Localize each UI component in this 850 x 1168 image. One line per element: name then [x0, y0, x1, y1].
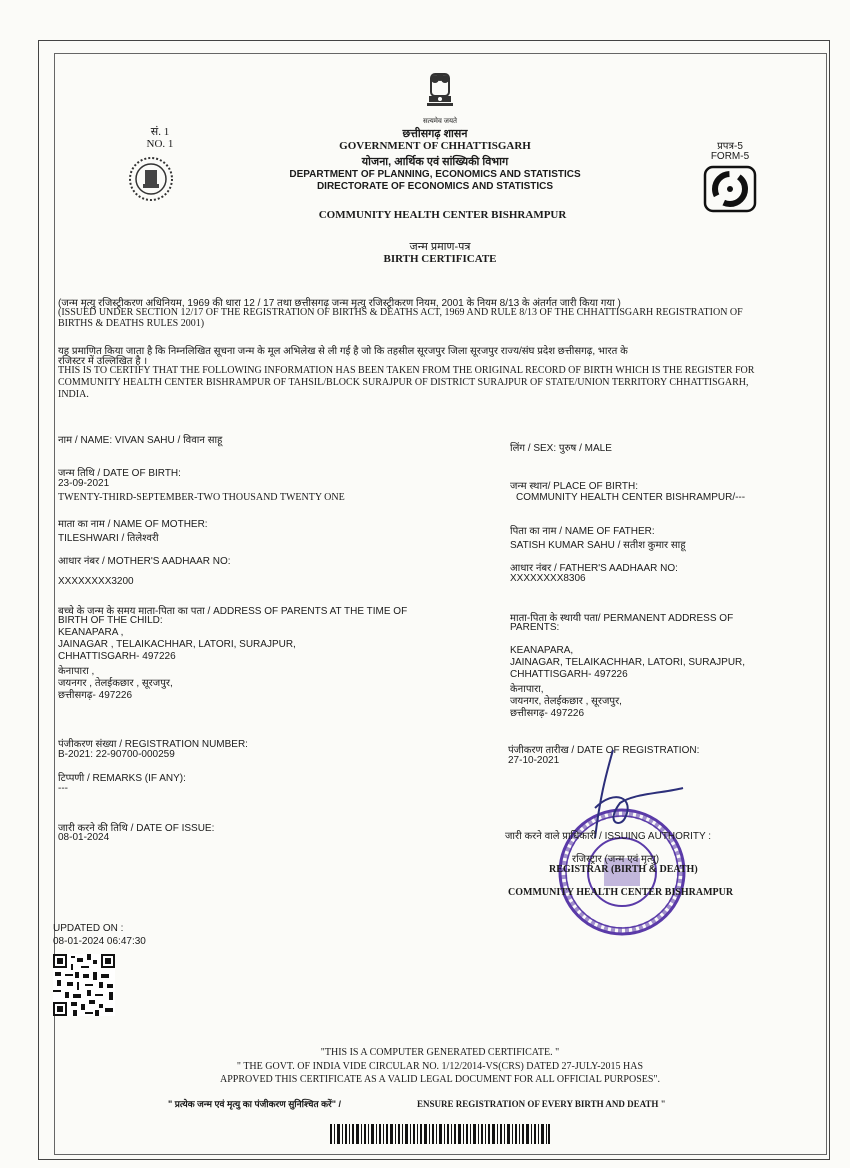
- father-label: पिता का नाम / NAME OF FATHER:: [510, 526, 655, 537]
- form-hi: प्रपत्र-5: [717, 141, 743, 152]
- certify-en-3: INDIA.: [58, 389, 89, 400]
- address-birth-line-3: CHHATTISGARH- 497226: [58, 651, 176, 662]
- mother-aadhaar-value: XXXXXXXX3200: [58, 576, 134, 587]
- sex: लिंग / SEX: पुरुष / MALE: [510, 443, 612, 454]
- address-birth-label-1: बच्चे के जन्म के समय माता-पिता का पता / ADDRESS OF PARENTS AT THE TIME OF: [58, 606, 408, 617]
- certify-hi-1: यह प्रमाणित किया जाता है कि निम्नलिखित सूचना जन्म के मूल अभिलेख से ली गई है जो कि तहसील सूरजपुर जिला सूरजपुर राज्य/संघ प्रदेश छत्तीसगढ़, भारत के: [58, 346, 628, 357]
- issued-under-en-2: BIRTHS & DEATHS RULES 2001): [58, 318, 205, 329]
- perm-address-line-5: जयनगर, तेलईकछार , सूरजपुर,: [510, 696, 622, 707]
- registration-date-label: पंजीकरण तारीख / DATE OF REGISTRATION:: [508, 745, 700, 756]
- mother-value: TILESHWARI / तिलेश्वरी: [58, 533, 159, 544]
- address-birth-line-1: KEANAPARA ,: [58, 627, 124, 638]
- qr-code-icon: [53, 954, 115, 1016]
- slogan-hi: " प्रत्येक जन्म एवं मृत्यु का पंजीकरण सुनिश्चित करें" /: [168, 1099, 341, 1109]
- sr-no-hi: सं. 1: [150, 126, 170, 138]
- dob-value: 23-09-2021: [58, 478, 110, 489]
- registration-number-label: पंजीकरण संख्या / REGISTRATION NUMBER:: [58, 739, 248, 750]
- perm-address-label-1: माता-पिता के स्थायी पता/ PERMANENT ADDRESS OF: [510, 613, 734, 624]
- pob-label: जन्म स्थान/ PLACE OF BIRTH:: [510, 481, 638, 492]
- address-birth-line-5: जयनगर , तेलईकछार , सूरजपुर,: [58, 678, 173, 689]
- issuing-authority-label: जारी करने वाले प्राधिकारी / ISSUING AUTHORITY :: [505, 831, 712, 842]
- emblem-motto: सत्यमेव जयते: [422, 118, 458, 125]
- footer-line-1: "THIS IS A COMPUTER GENERATED CERTIFICATE. ": [320, 1047, 560, 1058]
- registrar-title: REGISTRAR (BIRTH & DEATH): [549, 864, 698, 875]
- authority-center: COMMUNITY HEALTH CENTER BISHRAMPUR: [508, 887, 734, 898]
- title-hi: जन्म प्रमाण-पत्र: [409, 241, 471, 253]
- remarks-label: टिप्पणी / REMARKS (IF ANY):: [58, 773, 186, 784]
- issue-date-label: जारी करने की तिथि / DATE OF ISSUE:: [58, 823, 215, 834]
- perm-address-line-1: KEANAPARA,: [510, 645, 574, 656]
- updated-label: UPDATED ON :: [53, 923, 124, 934]
- father-value: SATISH KUMAR SAHU / सतीश कुमार साहू: [510, 540, 686, 551]
- registration-number-value: B-2021: 22-90700-000259: [58, 749, 175, 760]
- form-logo-icon: [703, 165, 757, 213]
- pob-value: COMMUNITY HEALTH CENTER BISHRAMPUR/---: [516, 492, 746, 503]
- sr-no-en: NO. 1: [146, 138, 174, 150]
- address-birth-line-6: छत्तीसगढ़- 497226: [58, 690, 133, 701]
- updated-value: 08-01-2024 06:47:30: [53, 936, 146, 947]
- center-name: COMMUNITY HEALTH CENTER BISHRAMPUR: [318, 209, 567, 221]
- dept-hi: योजना, आर्थिक एवं सांख्यिकी विभाग: [361, 156, 509, 168]
- father-aadhaar-value: XXXXXXXX8306: [510, 573, 586, 584]
- address-birth-line-2: JAINAGAR , TELAIKACHHAR, LATORI, SURAJPUR,: [58, 639, 296, 650]
- chhattisgarh-logo-icon: [128, 156, 174, 202]
- address-birth-line-4: केनापारा ,: [58, 666, 95, 677]
- dept-en: DEPARTMENT OF PLANNING, ECONOMICS AND STATISTICS: [289, 169, 581, 180]
- perm-address-line-3: CHHATTISGARH- 497226: [510, 669, 628, 680]
- dob-label: जन्म तिथि / DATE OF BIRTH:: [58, 468, 181, 479]
- mother-aadhaar-label: आधार नंबर / MOTHER'S AADHAAR NO:: [58, 556, 231, 567]
- child-name: नाम / NAME: VIVAN SAHU / विवान साहू: [58, 435, 223, 446]
- footer-line-2: " THE GOVT. OF INDIA VIDE CIRCULAR NO. 1/12/2014-VS(CRS) DATED 27-JULY-2015 HAS: [236, 1061, 644, 1072]
- form-en: FORM-5: [710, 151, 750, 162]
- barcode-icon: [330, 1124, 550, 1144]
- perm-address-label-2: PARENTS:: [510, 622, 560, 633]
- state-hi: छत्तीसगढ़ शासन: [402, 128, 468, 140]
- directorate-en: DIRECTORATE OF ECONOMICS AND STATISTICS: [316, 181, 554, 192]
- issued-under-hi: (जन्म मृत्यु रजिस्ट्रीकरण अधिनियम, 1969 की धारा 12 / 17 तथा छत्तीसगढ़ जन्म मृत्यु रजिस्ट्रीकरण नियम, 2001 के नियम 8/13 के अंतर्गत जारी किया गया ): [58, 298, 621, 309]
- issue-date-value: 08-01-2024: [58, 832, 110, 843]
- mother-label: माता का नाम / NAME OF MOTHER:: [58, 519, 208, 530]
- remarks-value: ---: [58, 783, 68, 794]
- certify-en-2: COMMUNITY HEALTH CENTER BISHRAMPUR OF TAHSIL/BLOCK SURAJPUR OF DISTRICT SURAJPUR OF STATE/UNION TERRITORY CHHATTISGARH,: [58, 377, 749, 388]
- certify-en-1: THIS IS TO CERTIFY THAT THE FOLLOWING INFORMATION HAS BEEN TAKEN FROM THE ORIGINAL RECORD OF BIRTH WHICH IS THE REGISTER FOR: [58, 365, 755, 376]
- perm-address-line-6: छत्तीसगढ़- 497226: [510, 708, 585, 719]
- address-birth-label-2: BIRTH OF THE CHILD:: [58, 615, 163, 626]
- footer-line-3: APPROVED THIS CERTIFICATE AS A VALID LEGAL DOCUMENT FOR ALL OFFICIAL PURPOSES".: [219, 1074, 661, 1085]
- certify-hi-2: रजिस्टर में उल्लिखित है ।: [58, 356, 148, 367]
- registrar-hi: रजिस्ट्रार (जन्म एवं मृत्यु): [572, 854, 660, 865]
- title-en: BIRTH CERTIFICATE: [383, 253, 497, 265]
- issued-under-en-1: (ISSUED UNDER SECTION 12/17 OF THE REGISTRATION OF BIRTHS & DEATHS ACT, 1969 AND RULE 8/13 OF THE CHHATTISGARH REGISTRATION OF: [58, 307, 743, 318]
- slogan-en: ENSURE REGISTRATION OF EVERY BIRTH AND DEATH ": [417, 1099, 666, 1109]
- registration-date-value: 27-10-2021: [508, 755, 560, 766]
- perm-address-line-4: केनापारा,: [510, 684, 544, 695]
- dob-words: TWENTY-THIRD-SEPTEMBER-TWO THOUSAND TWENTY ONE: [58, 492, 345, 503]
- perm-address-line-2: JAINAGAR, TELAIKACHHAR, LATORI, SURAJPUR,: [510, 657, 746, 668]
- father-aadhaar-label: आधार नंबर / FATHER'S AADHAAR NO:: [510, 563, 678, 574]
- national-emblem-icon: [415, 70, 465, 120]
- state-en: GOVERNMENT OF CHHATTISGARH: [339, 140, 531, 152]
